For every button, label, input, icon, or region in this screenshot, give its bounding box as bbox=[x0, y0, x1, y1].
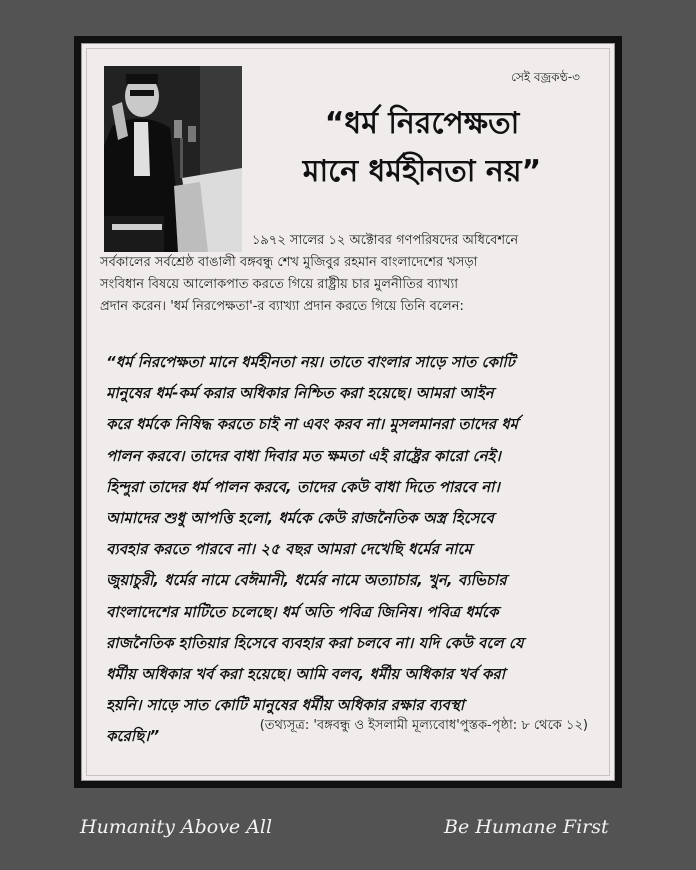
speaker-photo bbox=[104, 66, 242, 252]
quote-line: করেছি।” bbox=[106, 727, 160, 746]
intro-line: ১৯৭২ সালের ১২ অক্টোবর গণপরিষদের অধিবেশনে bbox=[252, 233, 519, 248]
intro-paragraph bbox=[100, 230, 600, 318]
quote-line: ধর্মীয় অধিকার খর্ব করা হয়েছে। আমি বলব, ধর্মীয় অধিকার খর্ব করা bbox=[106, 665, 506, 684]
intro-line: প্রদান করেন। 'ধর্ম নিরপেক্ষতা'-র ব্যাখ্যা প্রদান করতে গিয়ে তিনি বলেন: bbox=[100, 299, 464, 314]
quote-line: আমাদের শুধু আপত্তি হলো, ধর্মকে কেউ রাজনৈতিক অস্ত্র হিসেবে bbox=[106, 509, 494, 528]
speech-quote bbox=[106, 347, 596, 753]
quote-line: “ধর্ম নিরপেক্ষতা মানে ধর্মহীনতা নয়। তাতে বাংলার সাড়ে সাত কোটি bbox=[106, 353, 515, 371]
footer-slogan-left: Humanity Above All bbox=[80, 816, 273, 838]
headline-line-1: “ধর্ম নিরপেক্ষতা bbox=[324, 106, 520, 141]
quote-line: জুয়াচুরী, ধর্মের নামে বেঈমানী, ধর্মের নামে অত্যাচার, খুন, ব্যভিচার bbox=[106, 571, 507, 590]
quote-line: করে ধর্মকে নিষিদ্ধ করতে চাই না এবং করব না। মুসলমানরা তাদের ধর্ম bbox=[106, 415, 518, 434]
quote-line: হিন্দুরা তাদের ধর্ম পালন করবে, তাদের কেউ বাধা দিতে পারবে না। bbox=[106, 477, 500, 496]
intro-line: সংবিধান বিষয়ে আলোকপাত করতে গিয়ে রাষ্ট্রীয় চার মুলনীতির ব্যাখ্যা bbox=[100, 277, 459, 292]
speaker-at-podium-image bbox=[104, 66, 242, 252]
quote-line: হয়নি। সাড়ে সাত কোটি মানুষের ধর্মীয় অধিকার রক্ষার ব্যবস্থা bbox=[106, 696, 465, 715]
headline bbox=[262, 100, 582, 196]
source-citation: (তথ্যসূত্র: 'বঙ্গবন্ধু ও ইসলামী মূল্যবোধ'পুস্তক-পৃষ্ঠা: ৮ থেকে ১২) bbox=[259, 718, 588, 733]
quote-line: রাজনৈতিক হাতিয়ার হিসেবে ব্যবহার করা চলবে না। যদি কেউ বলে যে bbox=[106, 633, 524, 652]
series-label: সেই বজ্রকণ্ঠ-৩ bbox=[511, 70, 580, 84]
footer-slogan-right: Be Humane First bbox=[444, 816, 609, 838]
newspaper-clipping bbox=[81, 43, 615, 781]
quote-line: ব্যবহার করতে পারবে না। ২৫ বছর আমরা দেখেছি ধর্মের নামে bbox=[106, 540, 472, 559]
quote-line: মানুষের ধর্ম-কর্ম করার অধিকার নিশ্চিত করা হয়েছে। আমরা আইন bbox=[106, 384, 494, 403]
quote-line: বাংলাদেশের মাটিতে চলেছে। ধর্ম অতি পবিত্র জিনিষ। পবিত্র ধর্মকে bbox=[106, 602, 499, 621]
quote-line: পালন করবে। তাদের বাধা দিবার মত ক্ষমতা এই রাষ্ট্রের কারো নেই। bbox=[106, 446, 501, 465]
intro-line: সর্বকালের সর্বশ্রেষ্ঠ বাঙালী বঙ্গবন্ধু শেখ মুজিবুর রহমান বাংলাদেশের খসড়া bbox=[100, 255, 478, 270]
headline-line-2: মানে ধর্মহীনতা নয়” bbox=[302, 154, 542, 189]
